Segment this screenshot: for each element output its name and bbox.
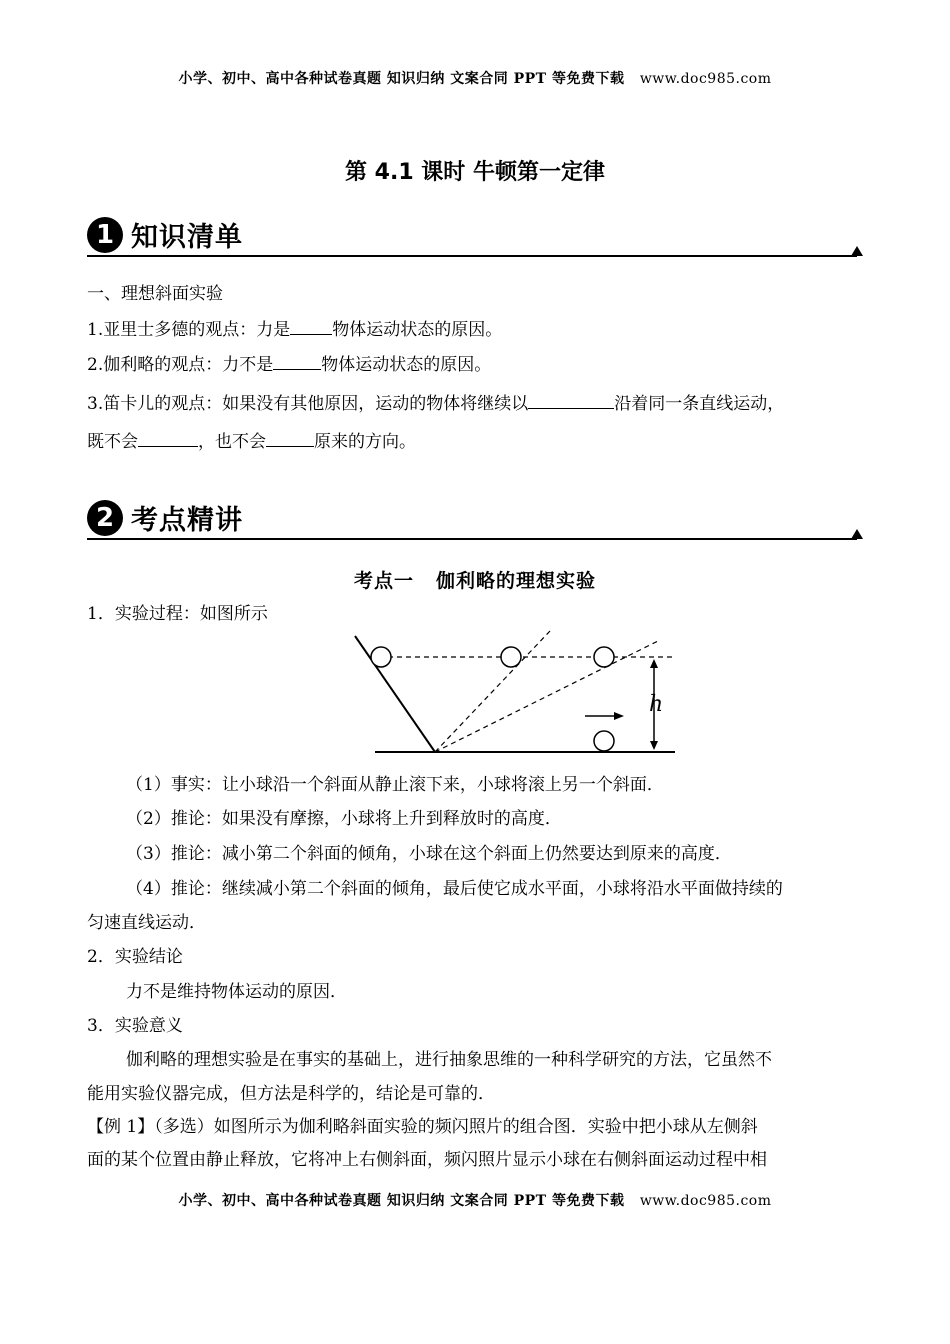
section-number-badge: 2 — [87, 500, 123, 536]
subheading-label: 考点一 — [353, 570, 414, 592]
section-title: 考点精讲 — [131, 505, 243, 536]
incline-dashed-steep — [435, 631, 550, 752]
section-divider — [87, 538, 857, 540]
header-url[interactable]: www.doc985.com — [639, 71, 772, 87]
arrow-down-icon — [650, 741, 658, 750]
item-text: 物体运动状态的原因。 — [332, 320, 503, 340]
example-1-cont: 面的某个位置由静止释放，它将冲上右侧斜面，频闪照片显示小球在右侧斜面运动过程中相 — [87, 1150, 767, 1170]
point-3-text: 伽利略的理想实验是在事实的基础上，进行抽象思维的一种科学研究的方法，它虽然不 — [126, 1050, 772, 1070]
answer-blank[interactable] — [266, 430, 314, 447]
page-header — [0, 68, 950, 88]
left-incline — [355, 636, 435, 752]
fill-item-3 — [87, 392, 867, 415]
statement-3: （3）推论：减小第二个斜面的倾角，小球在这个斜面上仍然要达到原来的高度． — [126, 844, 732, 864]
item-text: 1.亚里士多德的观点：力是 — [87, 320, 291, 340]
ball-steep — [501, 647, 521, 667]
section-divider — [87, 255, 857, 257]
footer-url[interactable]: www.doc985.com — [639, 1193, 772, 1209]
section-title: 知识清单 — [131, 222, 243, 253]
statement-1: （1）事实：让小球沿一个斜面从静止滚下来，小球将滚上另一个斜面． — [126, 775, 664, 795]
item-text: ，也不会 — [198, 432, 266, 452]
statement-2: （2）推论：如果没有摩擦，小球将上升到释放时的高度． — [126, 809, 562, 829]
ball-shallow — [594, 647, 614, 667]
statement-4-cont: 匀速直线运动． — [87, 913, 206, 933]
fill-item-1 — [87, 318, 867, 341]
ideal-incline-diagram — [350, 628, 680, 760]
example-1: 【例 1】（多选）如图所示为伽利略斜面实验的频闪照片的组合图．实验中把小球从左侧斜 — [87, 1117, 758, 1137]
point-2-text: 力不是维持物体运动的原因． — [126, 982, 347, 1002]
footer-text: 小学、初中、高中各种试卷真题 知识归纳 文案合同 PPT 等免费下载 — [178, 1193, 625, 1209]
motion-arrow-icon — [614, 712, 624, 720]
answer-blank[interactable] — [290, 318, 332, 335]
item-text: 原来的方向。 — [314, 432, 416, 452]
section-2-header — [87, 498, 863, 542]
section-number-badge: 1 — [87, 217, 123, 253]
ball-start — [371, 647, 391, 667]
point-3-title: 3．实验意义 — [87, 1016, 183, 1036]
item-text: 既不会 — [87, 432, 138, 452]
item-text: 沿着同一条直线运动， — [614, 394, 785, 414]
point-1-title: 1．实验过程：如图所示 — [87, 604, 268, 624]
point-3-text-cont: 能用实验仪器完成，但方法是科学的，结论是可靠的． — [87, 1084, 495, 1104]
answer-blank[interactable] — [273, 353, 321, 370]
section-heading: 一、理想斜面实验 — [87, 284, 223, 304]
subheading-title: 伽利略的理想实验 — [436, 570, 597, 592]
fill-item-3-cont — [87, 430, 867, 453]
item-text: 物体运动状态的原因。 — [321, 355, 492, 375]
answer-blank[interactable] — [528, 392, 614, 409]
triangle-marker-icon — [851, 529, 863, 539]
fill-item-2 — [87, 353, 867, 376]
item-text: 3.笛卡儿的观点：如果没有其他原因，运动的物体将继续以 — [87, 394, 529, 414]
answer-blank[interactable] — [138, 430, 198, 447]
statement-4: （4）推论：继续减小第二个斜面的倾角，最后使它成水平面，小球将沿水平面做持续的 — [126, 879, 783, 899]
height-label: h — [649, 692, 664, 717]
header-text: 小学、初中、高中各种试卷真题 知识归纳 文案合同 PPT 等免费下载 — [178, 71, 625, 87]
point-2-title: 2．实验结论 — [87, 947, 183, 967]
page-title: 第 4.1 课时 牛顿第一定律 — [345, 160, 605, 185]
page-footer — [0, 1190, 950, 1210]
subsection-heading — [0, 566, 950, 593]
ball-horizontal — [594, 731, 614, 751]
item-text: 2.伽利略的观点：力不是 — [87, 355, 274, 375]
arrow-up-icon — [650, 659, 658, 668]
triangle-marker-icon — [851, 246, 863, 256]
section-1-header — [87, 215, 863, 259]
